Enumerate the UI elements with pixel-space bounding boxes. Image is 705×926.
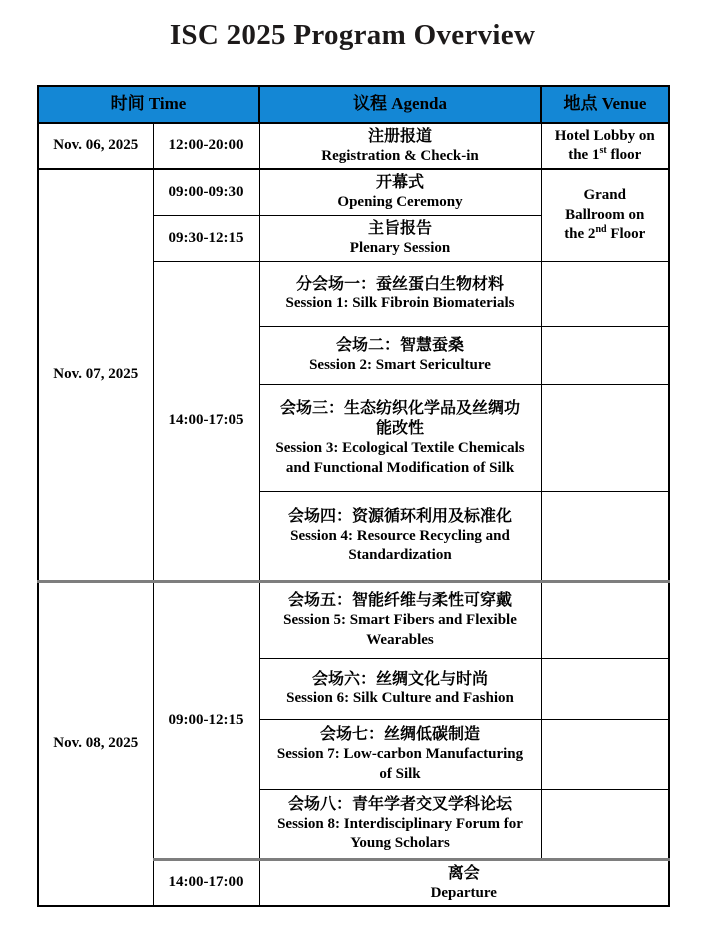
agenda-cell-session-3 [259,384,541,491]
agenda-zh: 会场六：丝绸文化与时尚 [311,668,488,688]
agenda-cell-departure [259,859,669,906]
ordinal-suffix: st [599,145,607,157]
venue-cell-hotel-lobby [541,123,669,169]
col-header-agenda: 议程 Agenda [259,86,541,123]
venue-line: Ballroom on [565,206,645,223]
agenda-zh: 会场四：资源循环利用及标准化 [287,505,512,525]
ordinal-suffix: nd [595,224,607,236]
date-cell-nov07: Nov. 07, 2025 [38,169,153,581]
date-cell-nov08: Nov. 08, 2025 [38,581,153,906]
agenda-en: Session 1: Silk Fibroin Biomaterials [285,295,515,312]
schedule-table [37,85,670,907]
agenda-en: Departure [430,884,497,901]
agenda-cell-session-7 [259,719,541,789]
agenda-cell-opening [259,169,541,215]
time-cell-plenary: 09:30-12:15 [153,215,259,261]
time-cell-departure: 14:00-17:00 [153,859,259,906]
agenda-en: Registration & Check-in [321,147,479,164]
venue-line: the 2nd Floor [564,224,646,243]
date-cell-nov06: Nov. 06, 2025 [38,123,153,169]
time-cell-afternoon-nov07: 14:00-17:05 [153,261,259,581]
table-header [38,86,669,123]
venue-cell-grand-ballroom [541,169,669,261]
agenda-zh: 离会 [447,862,480,882]
time-cell-registration: 12:00-20:00 [153,123,259,169]
col-header-time: 时间 Time [38,86,259,123]
agenda-en: Session 4: Resource Recycling and Standardization [290,527,510,564]
agenda-en: Session 2: Smart Sericulture [309,356,491,373]
agenda-zh: 会场三：生态纺织化学品及丝绸功能改性 [279,397,520,438]
agenda-en: Session 5: Smart Fibers and Flexible Wearables [283,612,517,648]
agenda-cell-plenary [259,215,541,261]
agenda-en: Session 3: Ecological Textile Chemicals and Functional Modification of Silk [275,440,525,476]
agenda-en: Session 7: Low-carbon Manufacturing of Silk [276,746,524,782]
agenda-zh: 主旨报告 [367,218,432,238]
venue-cell-empty [541,261,669,326]
header-row [38,86,669,123]
agenda-cell-session-2 [259,326,541,384]
agenda-cell-session-6 [259,658,541,719]
venue-cell-empty [541,581,669,658]
time-cell-morning-nov08: 09:00-12:15 [153,581,259,859]
agenda-zh: 注册报道 [367,126,432,145]
agenda-cell-session-4 [259,491,541,581]
agenda-cell-session-8 [259,789,541,859]
agenda-cell-session-1 [259,261,541,326]
agenda-zh: 会场二：智慧蚕桑 [335,335,464,355]
col-header-venue: 地点 Venue [541,86,669,123]
agenda-cell-session-5 [259,581,541,658]
venue-line: Grand [583,187,626,204]
page-title: ISC 2025 Program Overview [169,19,536,51]
agenda-cell-registration [259,123,541,169]
agenda-zh: 会场五：智能纤维与柔性可穿戴 [287,590,512,610]
time-cell-opening: 09:00-09:30 [153,169,259,215]
agenda-en: Session 8: Interdisciplinary Forum for Young Scholars [277,815,523,852]
agenda-zh: 会场八：青年学者交叉学科论坛 [287,793,512,813]
row-session-5 [38,581,669,658]
row-opening-ceremony [38,169,669,215]
venue-cell-empty [541,326,669,384]
agenda-zh: 开幕式 [375,172,424,192]
agenda-en: Opening Ceremony [337,194,463,211]
agenda-zh: 分会场一：蚕丝蛋白生物材料 [295,273,504,293]
venue-cell-empty [541,491,669,581]
venue-cell-empty [541,384,669,491]
agenda-en: Session 6: Silk Culture and Fashion [286,690,514,707]
agenda-zh: 会场七：丝绸低碳制造 [319,724,480,744]
venue-cell-empty [541,658,669,719]
row-registration [38,123,669,169]
venue-line: the 1st floor [568,145,642,164]
venue-line: Hotel Lobby on [554,127,655,144]
venue-cell-empty [541,719,669,789]
agenda-en: Plenary Session [349,239,451,256]
venue-cell-empty [541,789,669,859]
